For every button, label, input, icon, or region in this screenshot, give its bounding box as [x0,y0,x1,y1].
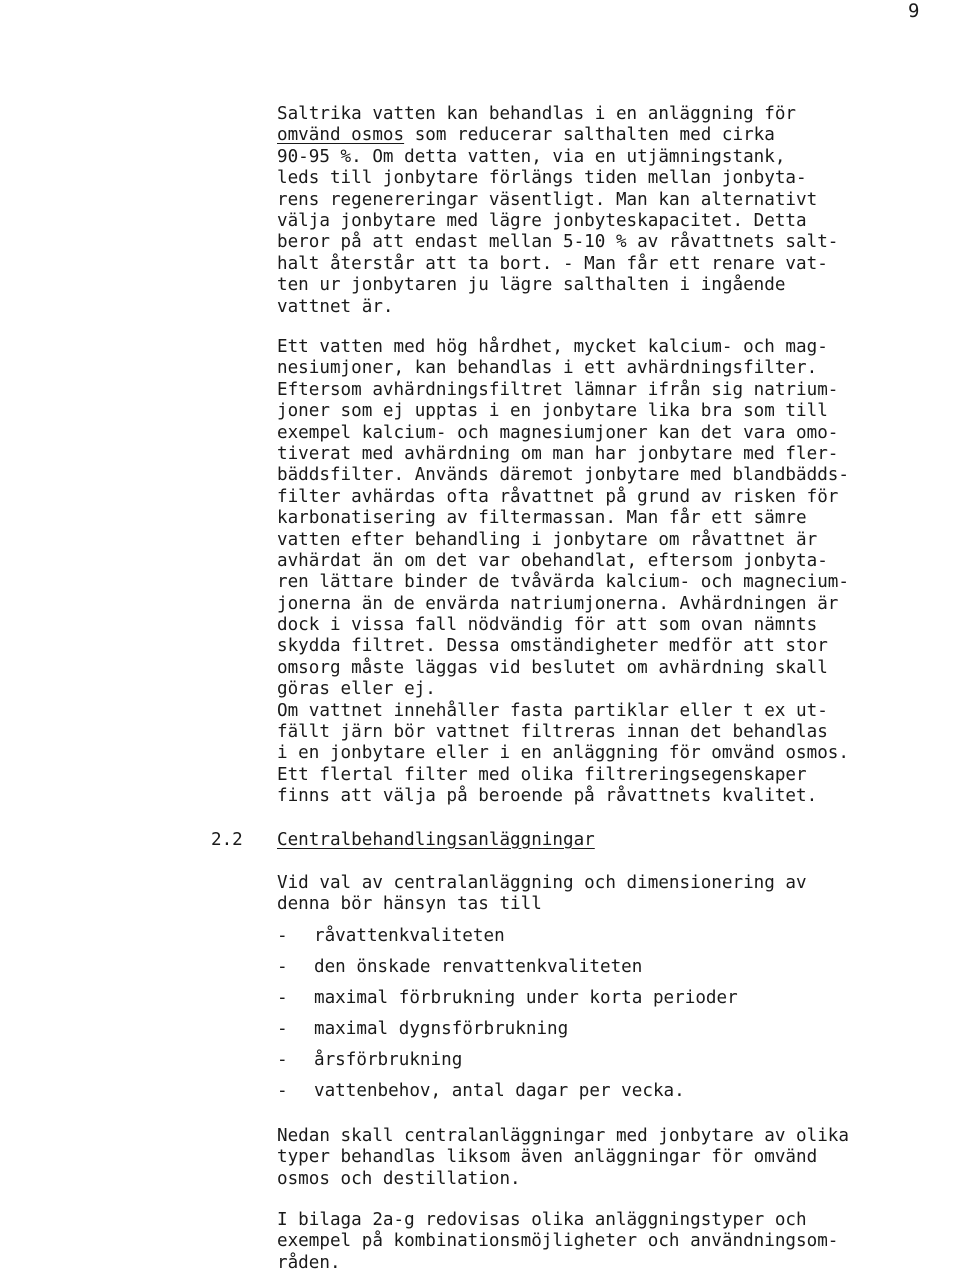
text-line: tiverat med avhärdning om man har jonbytare med fler- [277,443,839,464]
paragraph-softening [277,337,960,808]
list-item [277,926,960,957]
underlined-term: omvänd osmos [277,125,405,146]
list-bullet: - [277,957,288,977]
list-item-text: vattenbehov, antal dagar per vecka. [314,1081,685,1101]
text-line: filter avhärdas ofta råvattnet på grund av risken för [277,486,839,507]
text-line: ten ur jonbytaren ju lägre salthalten i ingående [277,275,786,296]
text-line: nesiumjoner, kan behandlas i ett avhärdningsfilter. [277,358,818,379]
text-line-rest: som reducerar salthalten med cirka [404,125,775,146]
text-line: leds till jonbytare förlängs tiden mellan jonbyta- [277,168,807,189]
text-line: typer behandlas liksom även anläggningar för omvänd [277,1147,818,1168]
text-line: vattnet är. [277,296,394,317]
list-item-text: råvattenkvaliteten [314,926,505,946]
paragraph-plants [277,1126,960,1190]
text-line: Om vattnet innehåller fasta partiklar eller t ex ut- [277,700,828,721]
text-line: finns att välja på beroende på råvattnets kvalitet. [277,786,818,807]
list-item [277,1019,960,1050]
text-line: exempel kalcium- och magnesiumjoner kan det vara omo- [277,422,839,443]
text-line: 90-95 %. Om detta vatten, via en utjämningstank, [277,146,786,167]
text-line: vatten efter behandling i jonbytare om råvattnet är [277,529,818,550]
text-line: Saltrika vatten kan behandlas i en anläggning för [277,104,797,124]
text-line: Ett vatten med hög hårdhet, mycket kalcium- och mag- [277,337,828,357]
list-bullet: - [277,1050,288,1070]
list-item-text: maximal förbrukning under korta perioder [314,988,738,1008]
section-number: 2.2 [211,830,243,850]
list-bullet: - [277,1081,288,1101]
text-line: exempel på kombinationsmöjligheter och användningsom- [277,1231,839,1252]
list-bullet: - [277,1019,288,1039]
text-line: Nedan skall centralanläggningar med jonbytare av olika [277,1126,849,1146]
text-line: avhärdat än om det var obehandlat, eftersom jonbyta- [277,550,828,571]
text-line: välja jonbytare med lägre jonbyteskapacitet. Detta [277,210,807,231]
list-item [277,957,960,988]
list-item [277,1081,960,1112]
paragraph-appendix [277,1210,960,1274]
text-line: denna bör hänsyn tas till [277,894,542,915]
text-line: omsorg måste läggas vid beslutet om avhärdning skall [277,657,828,678]
text-line: jonerna än de envärda natriumjonerna. Avhärdningen är [277,593,839,614]
list-item [277,988,960,1019]
text-line: dock i vissa fall nödvändig för att som ovan nämnts [277,615,818,636]
list-item [277,1050,960,1081]
text-line: I bilaga 2a-g redovisas olika anläggningstyper och [277,1210,807,1230]
text-line: fällt järn bör vattnet filtreras innan det behandlas [277,722,828,743]
text-line: Eftersom avhärdningsfiltret lämnar ifrån sig natrium- [277,379,839,400]
section-title: Centralbehandlingsanläggningar [277,830,595,850]
text-line: skydda filtret. Dessa omständigheter medför att stor [277,636,828,657]
text-line: göras eller ej. [277,679,436,700]
text-line [277,125,960,146]
text-line: joner som ej upptas i en jonbytare lika bra som till [277,401,828,422]
text-line: råden. [277,1252,341,1273]
text-line: i en jonbytare eller i en anläggning för omvänd osmos. [277,743,849,764]
list-item-text: årsförbrukning [314,1050,463,1070]
text-line: ren lättare binder de tvåvärda kalcium- och magnecium- [277,572,849,593]
list-item-text: den önskade renvattenkvaliteten [314,957,643,977]
text-line: Ett flertal filter med olika filtreringsegenskaper [277,764,807,785]
text-line: rens regenereringar väsentligt. Man kan alternativt [277,189,818,210]
text-line: karbonatisering av filtermassan. Man får ett sämre [277,508,807,529]
text-line: Vid val av centralanläggning och dimensionering av [277,873,807,893]
text-line: beror på att endast mellan 5-10 % av råvattnets salt- [277,232,839,253]
list-item-text: maximal dygnsförbrukning [314,1019,569,1039]
list-bullet: - [277,988,288,1008]
text-line: osmos och destillation. [277,1168,521,1189]
criteria-list [277,926,960,1112]
page-number: 9 [908,0,920,22]
list-bullet: - [277,926,288,946]
paragraph-dimensioning [277,873,960,916]
text-line: halt återstår att ta bort. - Man får ett renare vat- [277,253,828,274]
paragraph-reverse-osmosis [277,104,960,318]
text-line: bäddsfilter. Används däremot jonbytare med blandbädds- [277,465,849,486]
